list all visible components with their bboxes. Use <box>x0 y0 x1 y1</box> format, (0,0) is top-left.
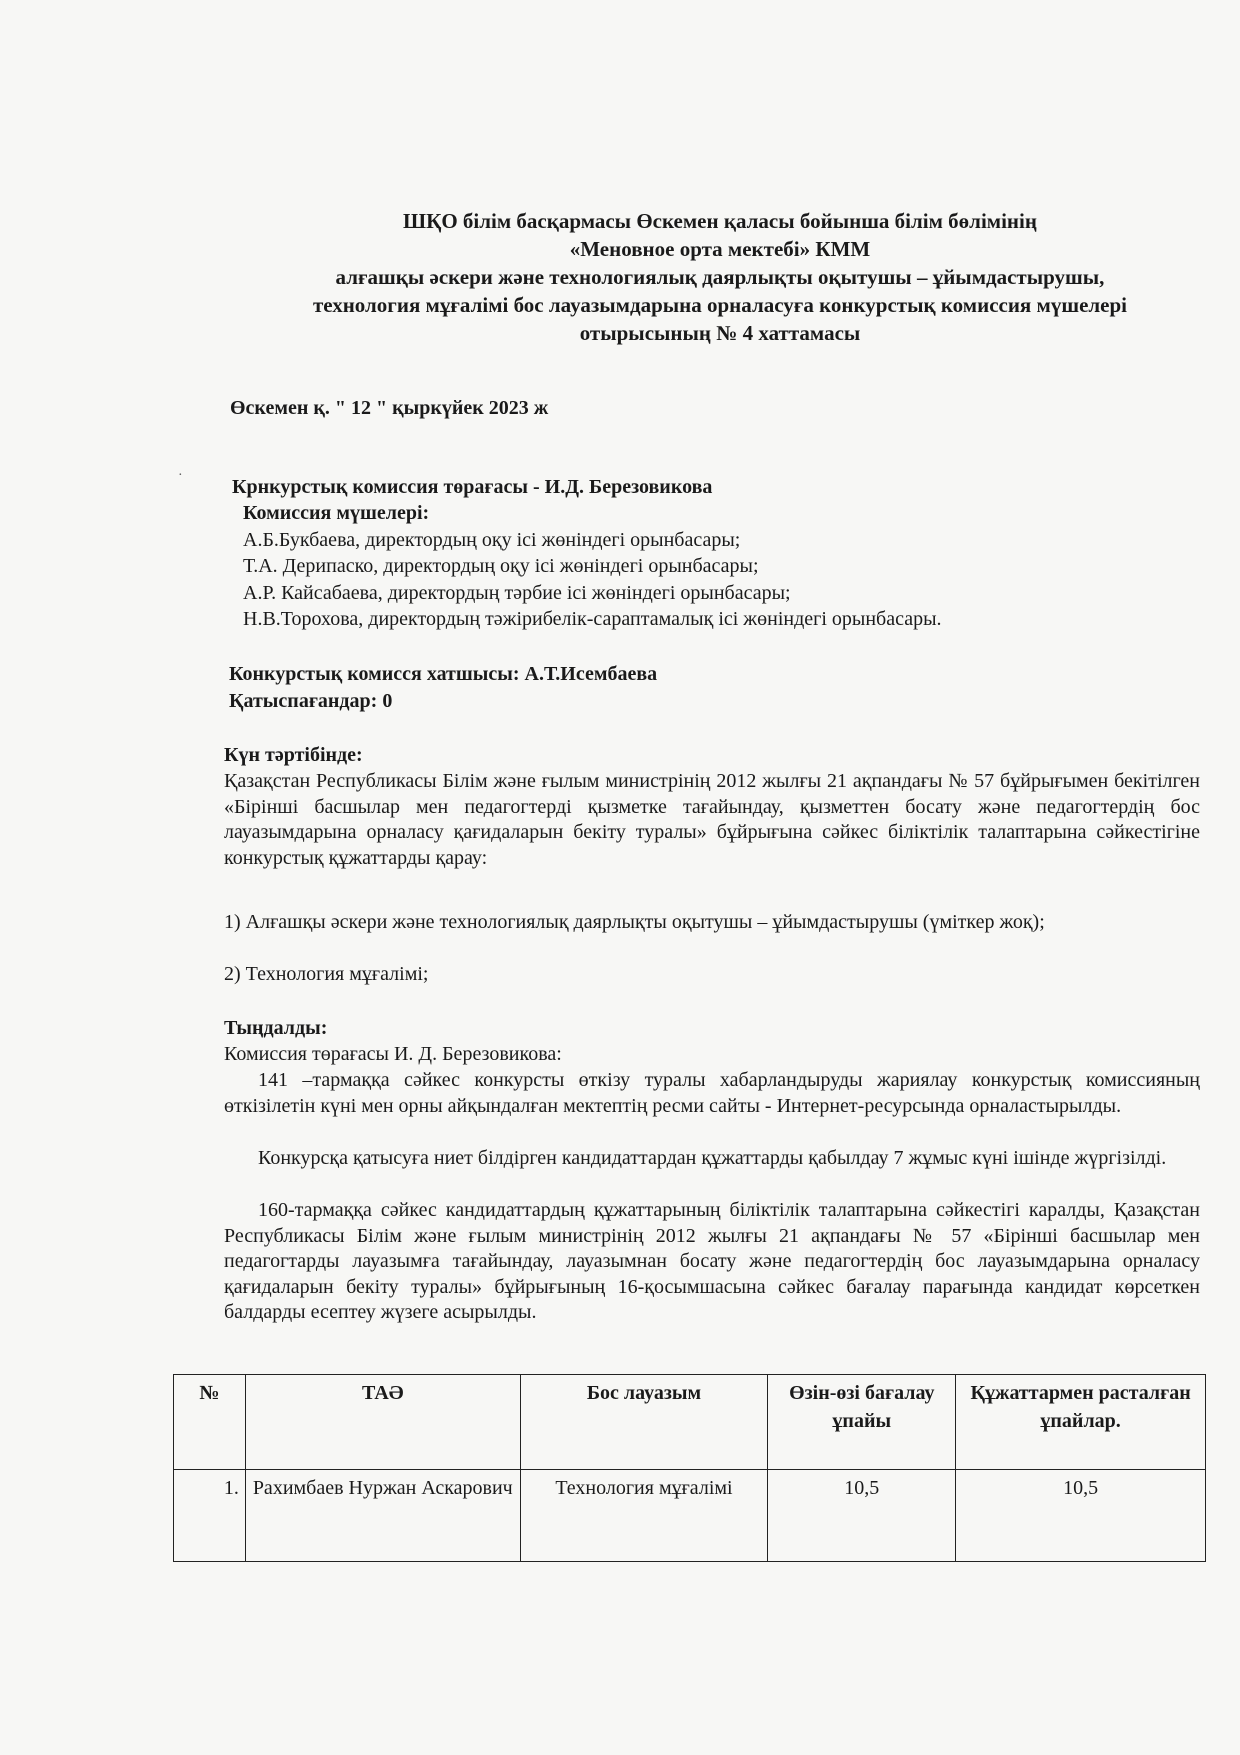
agenda-heading: Күн тәртібінде: <box>224 744 363 766</box>
agenda-item-1: 1) Алғашқы әскери және технологиялық даярлықты оқытушы – ұйымдастырушы (үміткер жоқ); <box>224 911 1045 933</box>
agenda-item-2: 2) Технология мұғалімі; <box>224 963 429 985</box>
agenda-text: Қазақстан Республикасы Білім және ғылым министрінің 2012 жылғы 21 ақпандағы № 57 бұйрығымен бекітілген «Бірінші басшылар мен педагогтерді қызметке тағайындау, қызметтен босату және педагогтердің бос лауазымдарына орналасу қағидаларын бекіту туралы» бұйрығына сәйкес біліктілік талаптарына сәйкестігіне конкурстық құжаттарды қарау: <box>224 770 1200 869</box>
title-line-3: алғашқы әскери және технологиялық даярлықты оқытушы – ұйымдастырушы, <box>335 265 1105 289</box>
cell-number: 1. <box>174 1470 246 1562</box>
title-line-5: отырысының № 4 хаттамасы <box>579 321 861 345</box>
results-table <box>173 1374 1206 1562</box>
table-row <box>174 1470 1206 1562</box>
header-position: Бос лауазым <box>520 1375 768 1470</box>
cell-position: Технология мұғалімі <box>520 1470 768 1562</box>
header-name: ТАӘ <box>245 1375 520 1470</box>
date-line: Өскемен қ. " 12 " қыркүйек 2023 ж <box>230 397 549 419</box>
title-line-4: технология мұғалімі бос лауазымдарына орналасуға конкурстық комиссия мүшелері <box>312 293 1128 317</box>
secretary-line: Конкурстық комисся хатшысы: А.Т.Исембаева <box>229 663 658 685</box>
table-header-row <box>174 1375 1206 1470</box>
heard-paragraph-1: 141 –тармаққа сәйкес конкурсты өткізу туралы хабарландыруды жариялау конкурстық комиссияның өткізілетін күні мен орны айқындалған мектептің ресми сайты - Интернет-ресурсында орналастырылды. <box>224 1069 1200 1117</box>
title-line-2: «Меновное орта мектебі» КММ <box>569 237 871 261</box>
heard-paragraph-3: 160-тармаққа сәйкес кандидаттардың құжаттарының біліктілік талаптарына сәйкестігі каралды, Қазақстан Республикасы Білім және ғылым министрінің 2012 жылғы 21 ақпандағы № 57 «Бірінші басшылар мен педагогтарды лауазымға тағайындау, лауазымнан босату және педагогтердің бос лауазымдарына орналасу қағидаларын бекіту туралы» бұйрығының 16-қосымшасына сәйкес бағалау парағында кандидат көрсеткен балдарды есептеу жүзеге асырылды. <box>224 1199 1200 1323</box>
cell-self-score: 10,5 <box>768 1470 956 1562</box>
scan-mark: · <box>178 468 183 483</box>
member-2: Т.А. Дерипаско, директордың оқу ісі жөніндегі орынбасары; <box>243 555 759 577</box>
members-heading: Комиссия мүшелері: <box>243 502 430 524</box>
header-number: № <box>174 1375 246 1470</box>
heard-speaker: Комиссия төрағасы И. Д. Березовикова: <box>224 1043 562 1065</box>
header-self-score: Өзін-өзі бағалау ұпайы <box>768 1375 956 1470</box>
heard-paragraph-2: Конкурсқа қатысуға ниет білдірген кандидаттардан құжаттарды қабылдау 7 жұмыс күні ішінде жүргізілді. <box>258 1147 1167 1169</box>
member-3: А.Р. Кайсабаева, директордың тәрбие ісі жөніндегі орынбасары; <box>243 582 791 604</box>
title-line-1: ШҚО білім басқармасы Өскемен қаласы бойынша білім бөлімінің <box>403 209 1037 233</box>
absent-line: Қатыспағандар: 0 <box>229 690 393 712</box>
member-4: Н.В.Торохова, директордың тәжірибелік-сараптамалық ісі жөніндегі орынбасары. <box>243 608 942 630</box>
document-title <box>230 207 1210 347</box>
cell-confirmed-score: 10,5 <box>956 1470 1206 1562</box>
cell-name: Рахимбаев Нуржан Аскарович <box>245 1470 520 1562</box>
chair-line: Крнкурстық комиссия төрағасы - И.Д. Березовикова <box>232 476 713 498</box>
member-1: А.Б.Букбаева, директордың оқу ісі жөніндегі орынбасары; <box>243 529 741 551</box>
heard-heading: Тыңдалды: <box>224 1017 328 1039</box>
header-confirmed-score: Құжаттармен расталған ұпайлар. <box>956 1375 1206 1470</box>
